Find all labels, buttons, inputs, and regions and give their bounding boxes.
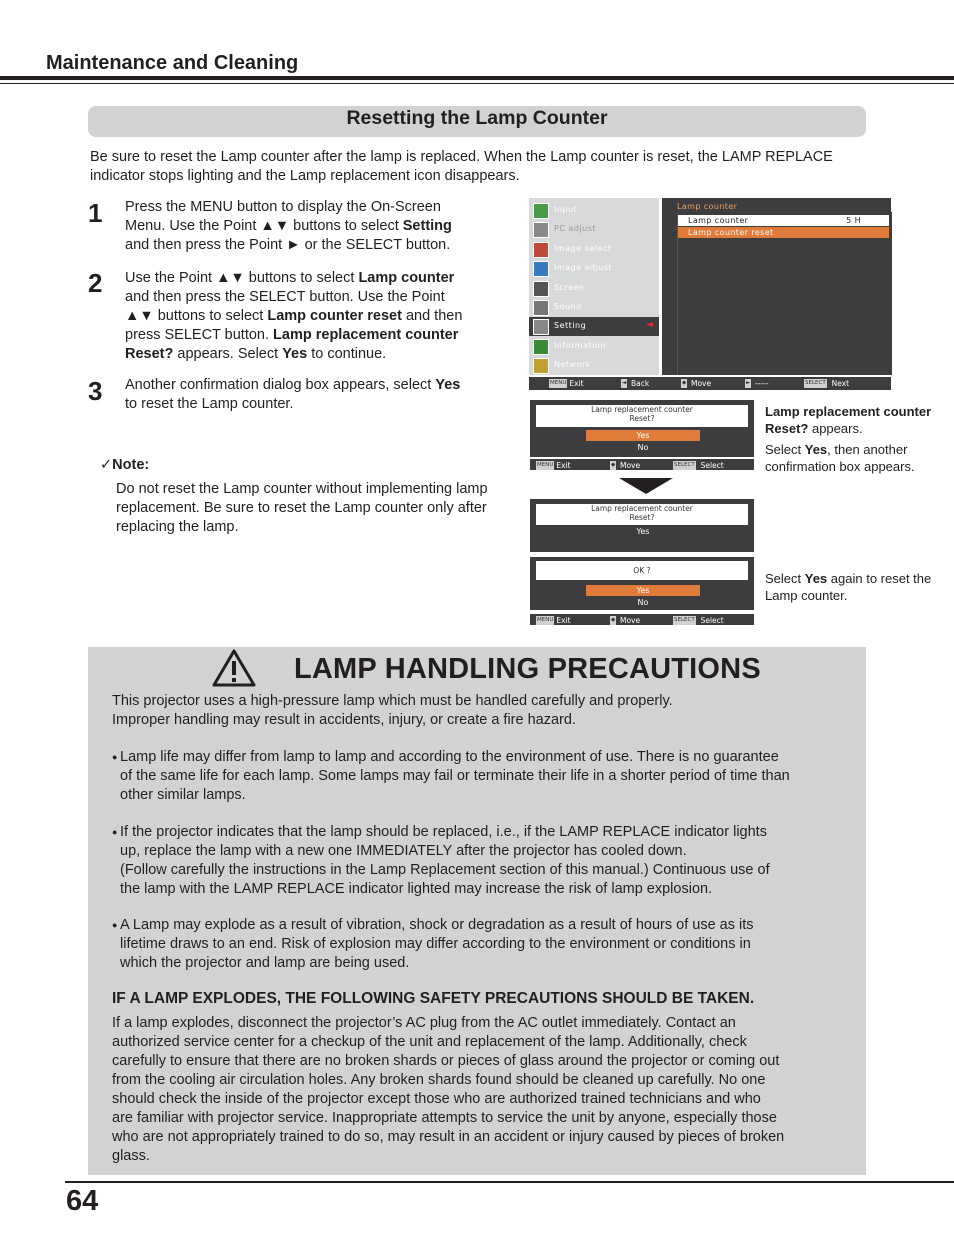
key-move-icon: ◆ — [682, 380, 687, 386]
step-1-number: 1 — [88, 198, 103, 228]
step-3-text: Another confirmation dialog box appears, select Yes to reset the Lamp counter. — [125, 377, 461, 412]
menu-item-image-adjust[interactable]: Image adjust — [529, 259, 659, 278]
menu-item-network[interactable]: Network — [529, 356, 659, 375]
warning-icon — [211, 648, 257, 688]
key-move-icon: ◆ — [611, 617, 616, 623]
down-arrow-icon — [619, 478, 673, 494]
dialog-reset-confirm: Lamp replacement counter Reset? Yes No — [530, 400, 754, 457]
dialog-no-option[interactable]: No — [637, 598, 649, 607]
dialog-ok-confirm: OK ? Yes No — [530, 557, 754, 610]
dialog-yes-option[interactable]: Yes — [636, 527, 650, 536]
dialog-bottom-bar: MENU Exit ◆ Move SELECT Select — [530, 614, 754, 625]
osd-main-menu — [529, 198, 659, 375]
menu-item-sound[interactable]: Sound — [529, 298, 659, 317]
dialog-reset-confirm-selected: Lamp replacement counter Reset? Yes — [530, 499, 754, 552]
key-exit-icon: MENU — [550, 380, 567, 386]
footer-rule — [65, 1181, 954, 1183]
image-adjust-icon — [533, 261, 549, 277]
sound-icon — [533, 300, 549, 316]
note-heading: ✓Note: — [100, 457, 150, 473]
key-next-icon: SELECT — [805, 380, 826, 386]
key-exit-icon: MENU — [537, 617, 554, 623]
header-rule-thin — [0, 83, 954, 84]
explosion-heading: IF A LAMP EXPLODES, THE FOLLOWING SAFETY PRECAUTIONS SHOULD BE TAKEN. — [112, 990, 755, 1007]
submenu-title: Lamp counter — [677, 202, 738, 211]
menu-item-information[interactable]: Information — [529, 337, 659, 356]
menu-item-input[interactable]: Input — [529, 201, 659, 220]
submenu-row-lamp-counter[interactable]: Lamp counter 5 H — [678, 215, 889, 226]
key-back-icon: ◄ — [622, 380, 627, 386]
step-2-number: 2 — [88, 268, 103, 298]
selected-arrow-icon: ◄ — [646, 320, 653, 331]
check-icon: ✓ — [100, 457, 113, 473]
key-next-icon: ► — [746, 380, 751, 386]
note-text: Do not reset the Lamp counter without implementing lamp replacement. Be sure to reset the Lamp counter only after replacing the lamp. — [116, 481, 488, 535]
precautions-intro: This projector uses a high-pressure lamp which must be handled carefully and properly. Improper handling may result in accidents, injury, or create a fire hazard. — [112, 693, 673, 728]
key-select-icon: SELECT — [674, 462, 695, 468]
dialog-yes-option[interactable]: Yes — [586, 585, 700, 596]
osd-submenu — [662, 198, 891, 375]
header-rule — [0, 76, 954, 80]
setting-icon — [533, 319, 549, 335]
network-icon — [533, 358, 549, 374]
menu-item-setting[interactable]: Setting ◄ — [529, 317, 659, 336]
menu-item-image-select[interactable]: Image select — [529, 240, 659, 259]
explosion-text: If a lamp explodes, disconnect the projector’s AC plug from the AC outlet immediately. Contact an authorized service center for a checkup of the unit and replacement of the lamp. Additionally, check carefully to ensure that there are no broken shards or pieces of glass around the projector or coming out from the cooling air circulation holes. Any broken shards found should be cleaned up carefully. No one should check the inside of the projector except those who are authorized trained technicians and who are familiar with projector service. Inappropriate attempts to service the unit by anyone, especially those who are not appropriately trained to do so, may result in an accident or injury caused by pieces of broken glass. — [112, 1015, 785, 1164]
menu-item-screen[interactable]: Screen — [529, 279, 659, 298]
precaution-bullet-2: ● If the projector indicates that the lamp should be replaced, i.e., if the LAMP REPLACE indicator lights up, replace the lamp with a new one IMMEDIATELY after the projector has cooled down. (Follow carefully the instructions in the Lamp Replacement section of this manual.) Continuous use of the lamp with the LAMP REPLACE indicator lighted may increase the risk of lamp explosion. — [112, 824, 770, 897]
caption-reset-appears: Lamp replacement counter Reset? appears. — [765, 404, 932, 436]
key-move-icon: ◆ — [611, 462, 616, 468]
step-3-number: 3 — [88, 376, 103, 406]
information-icon — [533, 339, 549, 355]
menu-item-pc-adjust[interactable]: PC adjust — [529, 220, 659, 239]
section-header: Maintenance and Cleaning — [46, 52, 299, 74]
image-select-icon — [533, 242, 549, 258]
pc-adjust-icon — [533, 222, 549, 238]
osd-menu-bottom-bar: MENU Exit ◄ Back ◆ Move ► ----- SELECT Next — [529, 377, 891, 390]
step-1-text: Press the MENU button to display the On-Screen Menu. Use the Point ▲▼ buttons to select Setting and then press the Point ► or the SELECT button. — [125, 199, 452, 253]
precautions-title: LAMP HANDLING PRECAUTIONS — [294, 653, 761, 685]
step-2-text: Use the Point ▲▼ buttons to select Lamp counter and then press the SELECT button. Use the Point ▲▼ buttons to select Lamp counter reset and then press SELECT button. Lamp replacement counter Reset? appears. Select Yes to continue. — [125, 270, 463, 362]
key-exit-icon: MENU — [537, 462, 554, 468]
screen-icon — [533, 281, 549, 297]
key-select-icon: SELECT — [674, 617, 695, 623]
dialog-no-option[interactable]: No — [637, 443, 649, 452]
page-number: 64 — [66, 1185, 99, 1217]
caption-select-yes: Select Yes, then another confirmation box appears. — [765, 442, 915, 474]
precaution-bullet-1: ● Lamp life may differ from lamp to lamp and according to the environment of use. There is no guarantee of the same life for each lamp. Some lamps may fail or terminate their life in a shorter period of time than other similar lamps. — [112, 749, 790, 803]
dialog-yes-option[interactable]: Yes — [586, 430, 700, 441]
precaution-bullet-3: ● A Lamp may explode as a result of vibration, shock or degradation as a result of hours of use as its lifetime draws to an end. Risk of explosion may differ according to the environment or conditions in which the projector and lamp are being used. — [112, 917, 754, 971]
submenu-row-lamp-counter-reset[interactable]: Lamp counter reset — [678, 227, 889, 238]
caption-select-yes-again: Select Yes again to reset the Lamp counter. — [765, 571, 932, 603]
dialog-bottom-bar: MENU Exit ◆ Move SELECT Select — [530, 459, 754, 470]
input-icon — [533, 203, 549, 219]
section-title: Resetting the Lamp Counter — [88, 106, 866, 137]
intro-paragraph: Be sure to reset the Lamp counter after the lamp is replaced. When the Lamp counter is reset, the LAMP REPLACE indicator stops lighting and the Lamp replacement icon disappears. — [90, 149, 833, 184]
